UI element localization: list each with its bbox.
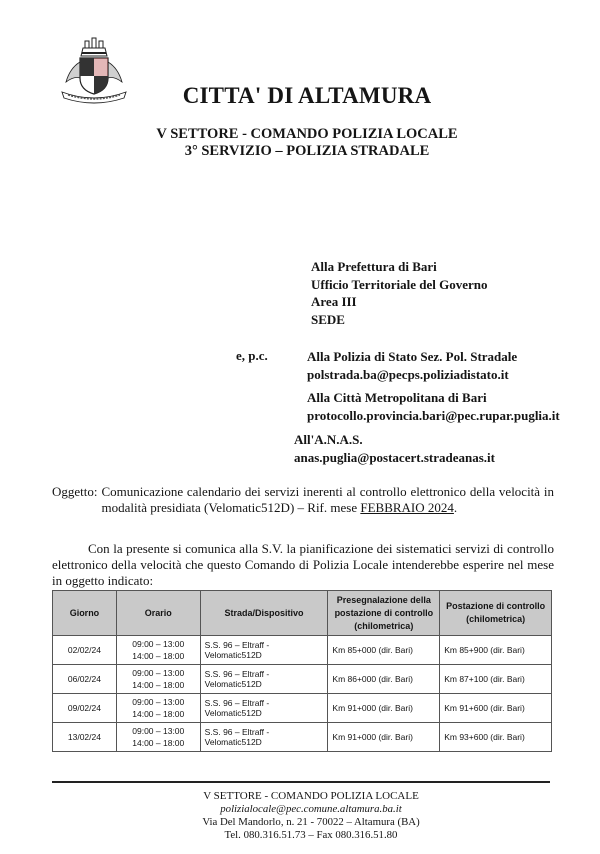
table-row: [53, 636, 552, 665]
cell-road: S.S. 96 – Eltraff -Velomatic512D: [200, 636, 328, 665]
time-slot: 09:00 – 13:00: [132, 726, 185, 736]
cell-presignal-km: Km 85+000 (dir. Bari): [328, 636, 440, 665]
time-slot: 09:00 – 13:00: [132, 668, 185, 678]
table-row: [53, 723, 552, 752]
footer-divider: [52, 781, 550, 783]
cell-presignal-km: Km 86+000 (dir. Bari): [328, 665, 440, 694]
time-slot: 14:00 – 18:00: [132, 738, 185, 748]
cell-road: S.S. 96 – Eltraff -Velomatic512D: [200, 723, 328, 752]
cell-control-km: Km 87+100 (dir. Bari): [440, 665, 552, 694]
letterhead-footer: [22, 790, 600, 842]
table-row: [53, 665, 552, 694]
cell-time: [116, 636, 200, 665]
col-header-postazione: Postazione di controllo (chilometrica): [440, 591, 552, 636]
cell-day: 02/02/24: [53, 636, 117, 665]
time-slot: 14:00 – 18:00: [132, 651, 185, 661]
intro-paragraph: Con la presente si comunica alla S.V. la pianificazione dei sistematici servizi di controllo elettronico della velocità che questo Comando di Polizia Locale intenderebbe esperire nel mese in oggetto indicato:: [52, 541, 554, 588]
cc-recipient-name: All'A.N.A.S.: [294, 432, 363, 447]
time-slot: 14:00 – 18:00: [132, 680, 185, 690]
col-header-presegnalazione: Presegnalazione della postazione di controllo (chilometrica): [328, 591, 440, 636]
cell-presignal-km: Km 91+000 (dir. Bari): [328, 694, 440, 723]
subject-block: [52, 484, 554, 516]
subject-text: [102, 484, 555, 516]
address-line: Ufficio Territoriale del Governo: [311, 276, 488, 292]
cc-recipient-name: Alla Città Metropolitana di Bari: [307, 390, 487, 405]
footer-phone: Tel. 080.316.51.73 – Fax 080.316.51.80: [224, 829, 398, 841]
cc-recipient-email: anas.puglia@postacert.stradeanas.it: [294, 449, 495, 465]
address-line: SEDE: [311, 311, 345, 327]
time-slot: 09:00 – 13:00: [132, 639, 185, 649]
city-title: CITTA' DI ALTAMURA: [182, 83, 432, 108]
time-slot: 14:00 – 18:00: [132, 709, 185, 719]
cc-recipient-email: protocollo.provincia.bari@pec.rupar.puglia.it: [307, 407, 560, 423]
cc-recipient: [307, 348, 517, 383]
cc-recipient-email: polstrada.ba@pecps.poliziadistato.it: [307, 366, 509, 382]
cell-road: S.S. 96 – Eltraff -Velomatic512D: [200, 694, 328, 723]
col-header-giorno: Giorno: [53, 591, 117, 636]
address-line: Area III: [311, 294, 357, 309]
cell-control-km: Km 91+600 (dir. Bari): [440, 694, 552, 723]
sector-heading: [14, 126, 600, 160]
col-header-orario: Orario: [116, 591, 200, 636]
col-header-strada: Strada/Dispositivo: [200, 591, 328, 636]
cc-recipient: [294, 431, 495, 466]
cell-control-km: Km 85+900 (dir. Bari): [440, 636, 552, 665]
cell-time: [116, 694, 200, 723]
footer-sector: V SETTORE - COMANDO POLIZIA LOCALE: [203, 790, 419, 802]
cell-presignal-km: Km 91+000 (dir. Bari): [328, 723, 440, 752]
cc-label: e, p.c.: [236, 348, 268, 363]
table-row: [53, 694, 552, 723]
subject-month: FEBBRAIO 2024: [360, 500, 454, 515]
time-slot: 09:00 – 13:00: [132, 697, 185, 707]
cell-time: [116, 665, 200, 694]
cell-control-km: Km 93+600 (dir. Bari): [440, 723, 552, 752]
cc-recipient-name: Alla Polizia di Stato Sez. Pol. Stradale: [307, 349, 518, 364]
cell-road: S.S. 96 – Eltraff -Velomatic512D: [200, 665, 328, 694]
subject-label: Oggetto:: [52, 484, 98, 499]
address-line: Alla Prefettura di Bari: [311, 259, 437, 274]
sector-line-1: V SETTORE - COMANDO POLIZIA LOCALE: [156, 126, 458, 142]
sector-line-2: 3° SERVIZIO – POLIZIA STRADALE: [184, 143, 430, 159]
cell-day: 06/02/24: [53, 665, 117, 694]
subject-end: .: [453, 500, 458, 515]
table-header-row: [53, 591, 552, 636]
cell-time: [116, 723, 200, 752]
subject-body: Comunicazione calendario dei servizi inerenti al controllo elettronico della velocità in modalità presidiata (Velomatic512D) – Rif. mese: [101, 484, 554, 515]
cell-day: 13/02/24: [53, 723, 117, 752]
cell-day: 09/02/24: [53, 694, 117, 723]
footer-email: polizialocale@pec.comune.altamura.ba.it: [220, 803, 402, 815]
footer-address: Via Del Mandorlo, n. 21 - 70022 – Altamura (BA): [202, 816, 420, 828]
primary-recipient-address: [311, 258, 488, 328]
cc-recipient: [307, 389, 560, 424]
schedule-table: [52, 590, 552, 752]
